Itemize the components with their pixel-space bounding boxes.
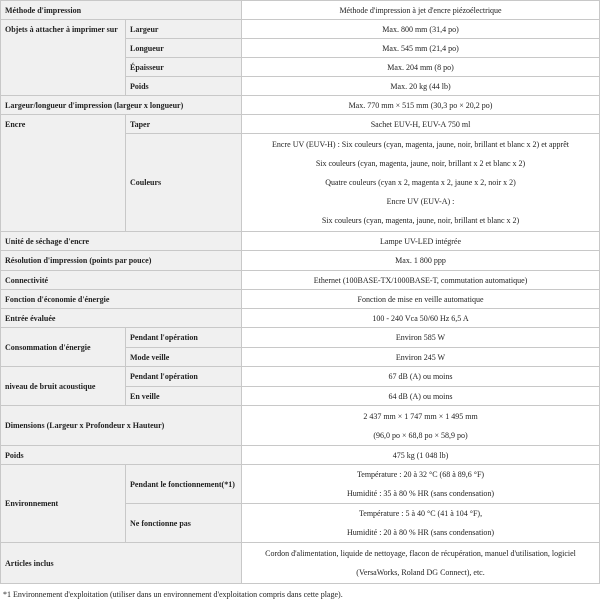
- sub-label: Pendant l'opération: [126, 367, 242, 387]
- row-value: Max. 204 mm (8 po): [242, 58, 600, 77]
- env-line: Humidité : 35 à 80 % HR (sans condensation): [346, 489, 495, 498]
- sub-label: Pendant le fonctionnement(*1): [126, 465, 242, 504]
- spec-row-power-operating: [1, 328, 600, 348]
- color-line: Encre UV (EUV-H) : Six couleurs (cyan, magenta, jaune, noir, brillant et blanc x 2) et apprêt: [272, 140, 569, 149]
- env-line: Humidité : 20 à 80 % HR (sans condensation): [346, 528, 495, 537]
- row-value: 100 - 240 Vca 50/60 Hz 6,5 A: [242, 309, 600, 328]
- row-label: Unité de séchage d'encre: [1, 232, 242, 251]
- spec-row-resolution: [1, 251, 600, 271]
- included-line: Cordon d'alimentation, liquide de nettoyage, flacon de récupération, manuel d'utilisation, logiciel: [265, 549, 576, 558]
- spec-row-energy-saving: [1, 290, 600, 309]
- row-label: Connectivité: [1, 271, 242, 290]
- sub-label: Poids: [126, 77, 242, 96]
- spec-row-drying: [1, 232, 600, 251]
- row-value: [242, 134, 600, 232]
- row-value: Max. 545 mm (21,4 po): [242, 39, 600, 58]
- row-label: Poids: [1, 446, 242, 465]
- row-value: Méthode d'impression à jet d'encre piézoélectrique: [242, 1, 600, 20]
- row-label: Fonction d'économie d'énergie: [1, 290, 242, 309]
- spec-row-objects-width: [1, 20, 600, 39]
- sub-label: Ne fonctionne pas: [126, 504, 242, 543]
- sub-label: Épaisseur: [126, 58, 242, 77]
- row-value: 475 kg (1 048 lb): [242, 446, 600, 465]
- row-label: Articles inclus: [1, 543, 242, 584]
- sub-label: Largeur: [126, 20, 242, 39]
- color-line: Six couleurs (cyan, magenta, jaune, noir, brillant et blanc x 2): [321, 216, 520, 225]
- row-label: Objets à attacher à imprimer sur: [1, 20, 126, 96]
- row-label: Entrée évaluée: [1, 309, 242, 328]
- row-value: Max. 20 kg (44 lb): [242, 77, 600, 96]
- spec-row-connectivity: [1, 271, 600, 290]
- sub-label: Pendant l'opération: [126, 328, 242, 348]
- env-line: Température : 20 à 32 °C (68 à 89,6 °F): [356, 470, 485, 479]
- color-line: Encre UV (EUV-A) :: [386, 197, 455, 206]
- row-value: Sachet EUV-H, EUV-A 750 ml: [242, 115, 600, 134]
- row-value: Ethernet (100BASE-TX/1000BASE-T, commutation automatique): [242, 271, 600, 290]
- spec-row-env-operating: [1, 465, 600, 504]
- row-label: Méthode d'impression: [1, 1, 242, 20]
- spec-row-included: [1, 543, 600, 584]
- color-line: Six couleurs (cyan, magenta, jaune, noir, brillant x 2 et blanc x 2): [315, 159, 526, 168]
- dimension-line: (96,0 po × 68,8 po × 58,9 po): [373, 430, 468, 440]
- row-label: Dimensions (Largeur x Profondeur x Hauteur): [1, 406, 242, 446]
- spec-row-method: [1, 1, 600, 20]
- sub-label: Couleurs: [126, 134, 242, 232]
- row-label: Résolution d'impression (points par pouce): [1, 251, 242, 271]
- row-value: Environ 245 W: [242, 348, 600, 367]
- spec-row-noise-operating: [1, 367, 600, 387]
- spec-row-weight: [1, 446, 600, 465]
- row-value: [242, 543, 600, 584]
- color-line: Quatre couleurs (cyan x 2, magenta x 2, jaune x 2, noir x 2): [325, 178, 516, 187]
- row-value: Environ 585 W: [242, 328, 600, 348]
- row-label: Consommation d'énergie: [1, 328, 126, 367]
- spec-row-ink-type: [1, 115, 600, 134]
- included-line: (VersaWorks, Roland DG Connect), etc.: [356, 568, 485, 577]
- dimension-line: 2 437 mm × 1 747 mm × 1 495 mm: [363, 411, 478, 421]
- row-label: Largeur/longueur d'impression (largeur x longueur): [1, 96, 242, 115]
- sub-label: En veille: [126, 387, 242, 406]
- row-value: Fonction de mise en veille automatique: [242, 290, 600, 309]
- sub-label: Mode veille: [126, 348, 242, 367]
- spec-row-print-area: [1, 96, 600, 115]
- row-value: Max. 1 800 ppp: [242, 251, 600, 271]
- footnote: *1 Environnement d'exploitation (utiliser dans un environnement d'exploitation compris dans cette plage).: [3, 590, 343, 599]
- row-value: [242, 504, 600, 543]
- row-value: [242, 465, 600, 504]
- sub-label: Longueur: [126, 39, 242, 58]
- row-value: 64 dB (A) ou moins: [242, 387, 600, 406]
- spec-row-rated-input: [1, 309, 600, 328]
- row-value: Max. 770 mm × 515 mm (30,3 po × 20,2 po): [242, 96, 600, 115]
- row-label: niveau de bruit acoustique: [1, 367, 126, 406]
- env-line: Température : 5 à 40 °C (41 à 104 °F),: [358, 509, 483, 518]
- row-label: Encre: [1, 115, 126, 232]
- row-value: Lampe UV-LED intégrée: [242, 232, 600, 251]
- row-value: Max. 800 mm (31,4 po): [242, 20, 600, 39]
- spec-row-dimensions: [1, 406, 600, 446]
- row-value: [242, 406, 600, 446]
- row-value: 67 dB (A) ou moins: [242, 367, 600, 387]
- sub-label: Taper: [126, 115, 242, 134]
- row-label: Environnement: [1, 465, 126, 543]
